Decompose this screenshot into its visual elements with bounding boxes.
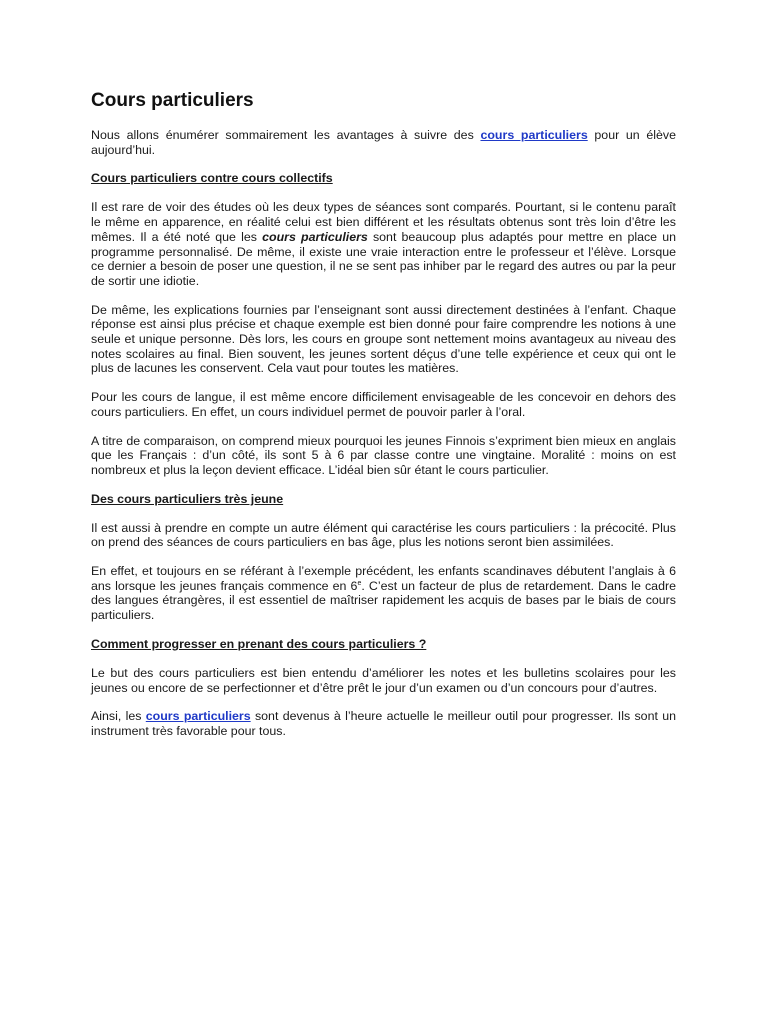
paragraph: Il est aussi à prendre en compte un autre élément qui caractérise les cours particuliers : la précocité. Plus on prend des séances de cours particuliers en bas âge, plus les notions seront bien assimilées. (91, 520, 676, 550)
paragraph-text: En effet, et toujours en se référant à l’exemple précédent, les enfants scandinaves débutent l’anglais à 6 ans lorsque les jeunes français commence en 6 (91, 564, 676, 593)
paragraph: A titre de comparaison, on comprend mieux pourquoi les jeunes Finnois s’expriment bien mieux en anglais que les Français : d’un côté, ils sont 5 à 6 par classe contre une vingtaine. Moralité : moins on est nombreux et plus la leçon devient efficace. L’idéal bien sûr étant le cours particulier. (91, 433, 676, 477)
closing-paragraph (91, 709, 676, 738)
paragraph: De même, les explications fournies par l’enseignant sont aussi directement destinées à l’enfant. Chaque réponse est ainsi plus précise et chaque exemple est bien donné pour faire comprendre les notions à une seule et unique personne. Dès lors, les cours en groupe sont nettement moins avantageux au niveau des notes scolaires au final. Bien souvent, les jeunes sortent déçus d’une telle expérience et ceux qui ont le plus de lacunes les conservent. Cela vaut pour toutes les matières. (91, 302, 676, 376)
paragraph (91, 200, 676, 288)
paragraph (91, 564, 676, 623)
paragraph-text: Il est rare de voir des études où les deux types de séances sont comparés. Pourtant, si le contenu paraît le même en apparence, en réalité celui est bien différent et les résultats obtenus sont très loin d’être les mêmes. Il a été noté que les (91, 200, 676, 244)
paragraph-text: sont beaucoup plus adaptés pour mettre en place un programme personnalisé. De même, il existe une vraie interaction entre le professeur et l’élève. Lorsque ce dernier a besoin de poser une question, il ne se sent pas inhiber par le regard des autres ou par la peur de sortir une idiotie. (91, 229, 676, 288)
section-heading-tres-jeune: Des cours particuliers très jeune (91, 491, 284, 506)
paragraph: Le but des cours particuliers est bien entendu d’améliorer les notes et les bulletins scolaires pour les jeunes ou encore de se perfectionner et d’être prêt le jour d’un examen ou d’un concours pour d’autres. (91, 665, 676, 695)
intro-paragraph (91, 128, 676, 157)
intro-text-after: pour un élève aujourd’hui. (91, 128, 677, 157)
section-heading-collectifs: Cours particuliers contre cours collectifs (91, 171, 333, 186)
paragraph-text: sont devenus à l’heure actuelle le meilleur outil pour progresser. Ils sont un instrument très favorable pour tous. (91, 709, 676, 738)
paragraph: Pour les cours de langue, il est même encore difficilement envisageable de les concevoir en dehors des cours particuliers. En effet, un cours individuel permet de pouvoir parler à l’oral. (91, 390, 676, 419)
emphasis-text: cours particuliers (262, 229, 368, 244)
superscript: e (357, 579, 362, 587)
paragraph-text: . C’est un facteur de plus de retardement. Dans le cadre des langues étrangères, il est essentiel de maîtriser rapidement les acquis de bases par le biais de cours particuliers. (91, 578, 676, 623)
section-heading-progresser: Comment progresser en prenant des cours particuliers ? (91, 636, 427, 651)
page-title: Cours particuliers (91, 90, 254, 111)
cours-particuliers-link[interactable]: cours particuliers (480, 128, 588, 142)
cours-particuliers-link[interactable]: cours particuliers (145, 709, 251, 724)
intro-text-before: Nous allons énumérer sommairement les avantages à suivre des (91, 128, 481, 142)
paragraph-text: Ainsi, les (91, 709, 146, 724)
